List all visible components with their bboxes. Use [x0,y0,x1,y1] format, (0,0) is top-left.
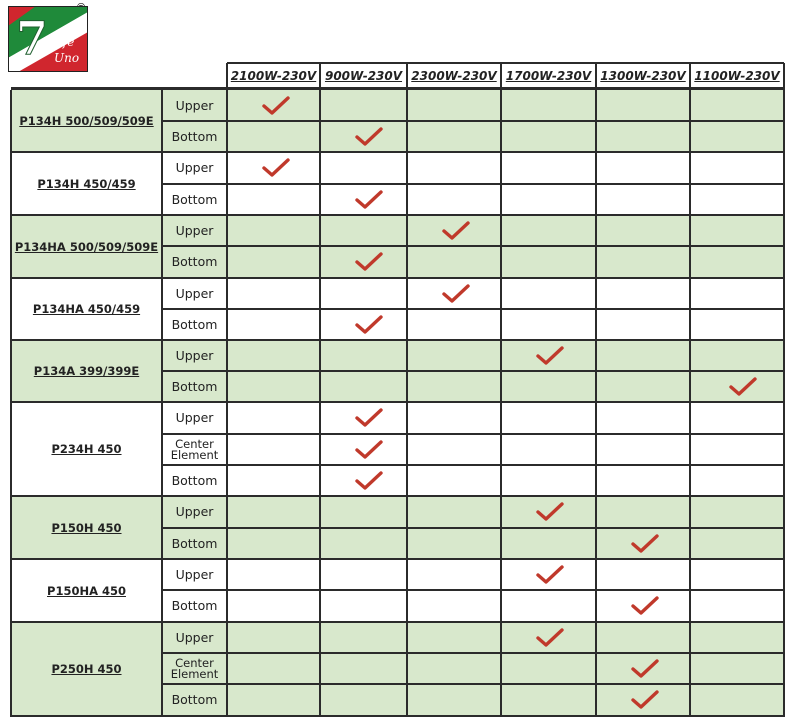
data-cell [227,371,320,402]
element-position-label: Upper [162,496,227,528]
data-cell [320,152,407,184]
checkmark-icon [354,126,384,148]
data-cell [320,559,407,590]
data-cell [227,590,320,622]
model-cell: P150H 450 [11,496,162,559]
data-cell [227,434,320,465]
data-cell [501,309,596,340]
grid-line-horizontal [11,495,784,497]
data-cell [320,590,407,622]
model-cell: P134H 450/459 [11,152,162,215]
data-cell [596,152,690,184]
data-cell [407,184,501,215]
column-header: 2100W-230V [230,68,317,83]
data-cell [596,622,690,653]
data-cell [690,90,784,121]
logo-numeral: 7 [16,11,49,65]
element-position-label: Bottom [162,371,227,402]
data-cell [501,184,596,215]
data-cell [320,278,407,309]
data-cell [501,653,596,684]
data-cell [501,402,596,434]
data-cell [501,590,596,622]
element-position-label: Bottom [162,465,227,496]
element-position-label: Center Element [162,434,227,465]
data-cell [690,496,784,528]
logo-text-effe: Effe [50,35,75,49]
checkmark-icon [261,95,291,117]
element-position-label: Upper [162,559,227,590]
grid-line-horizontal [11,401,784,403]
data-cell [596,184,690,215]
data-cell [690,559,784,590]
data-cell [320,215,407,246]
data-cell [690,246,784,278]
data-cell [320,90,407,121]
grid-line-horizontal [227,62,784,64]
data-cell [320,340,407,371]
grid-line-horizontal [11,214,784,216]
data-cell [227,559,320,590]
checkmark-icon [535,564,565,586]
checkmark-icon [354,251,384,273]
data-cell [596,278,690,309]
data-cell [690,622,784,653]
grid-line-horizontal [162,120,784,122]
grid-line-vertical [500,63,502,717]
data-cell [596,559,690,590]
grid-line-vertical [319,63,321,717]
element-position-label: Upper [162,402,227,434]
grid-line-horizontal [162,308,784,310]
data-cell [227,215,320,246]
checkmark-icon [354,470,384,492]
column-header: 1100W-230V [694,68,780,83]
data-cell [690,121,784,152]
data-cell [690,340,784,371]
grid-line-horizontal [162,683,784,685]
data-cell [407,622,501,653]
data-cell [227,121,320,152]
data-cell [690,465,784,496]
element-position-label: Bottom [162,246,227,278]
data-cell [690,402,784,434]
element-position-label: Bottom [162,121,227,152]
data-cell [690,653,784,684]
data-cell [227,340,320,371]
grid-line-horizontal [11,339,784,341]
grid-line-vertical [689,63,691,717]
data-cell [407,246,501,278]
element-position-label: Upper [162,340,227,371]
checkmark-icon [630,658,660,680]
checkmark-icon [354,439,384,461]
column-header: 1300W-230V [600,68,686,83]
data-cell [407,402,501,434]
element-position-label: Bottom [162,528,227,559]
checkmark-icon [354,407,384,429]
data-cell [320,371,407,402]
data-cell [596,309,690,340]
data-cell [407,309,501,340]
model-cell: P134HA 450/459 [11,278,162,340]
logo-text-uno: Uno [54,51,80,65]
checkmark-icon [441,283,471,305]
element-position-label: Bottom [162,309,227,340]
data-cell [407,684,501,716]
data-cell [407,434,501,465]
data-cell [227,528,320,559]
data-cell [596,90,690,121]
data-cell [320,684,407,716]
data-cell [320,496,407,528]
checkmark-icon [630,533,660,555]
data-cell [596,434,690,465]
model-cell: P134H 500/509/509E [11,90,162,152]
grid-line-vertical [406,63,408,717]
data-cell [501,434,596,465]
data-cell [690,434,784,465]
data-cell [407,90,501,121]
checkmark-icon [535,627,565,649]
data-cell [407,340,501,371]
grid-line-horizontal [162,370,784,372]
data-cell [407,496,501,528]
grid-line-horizontal [162,245,784,247]
model-cell: P134HA 500/509/509E [11,215,162,278]
data-cell [690,528,784,559]
grid-line-horizontal [11,87,784,90]
data-cell [407,653,501,684]
element-position-label: Upper [162,278,227,309]
model-cell: P234H 450 [11,402,162,496]
data-cell [407,371,501,402]
data-cell [690,215,784,246]
data-cell [501,371,596,402]
checkmark-icon [354,189,384,211]
data-cell [407,121,501,152]
data-cell [407,465,501,496]
element-position-label: Bottom [162,590,227,622]
data-cell [596,215,690,246]
element-position-label: Upper [162,215,227,246]
grid-line-horizontal [11,558,784,560]
grid-line-horizontal [162,433,784,435]
element-position-label: Upper [162,152,227,184]
data-cell [596,340,690,371]
data-cell [501,246,596,278]
model-cell: P250H 450 [11,622,162,716]
data-cell [227,496,320,528]
grid-line-horizontal [11,151,784,153]
checkmark-icon [728,376,758,398]
data-cell [320,622,407,653]
grid-line-vertical [595,63,597,717]
data-cell [227,622,320,653]
checkmark-icon [535,345,565,367]
data-cell [690,590,784,622]
model-cell: P134A 399/399E [11,340,162,402]
data-cell [501,215,596,246]
data-cell [227,402,320,434]
data-cell [227,309,320,340]
data-cell [407,559,501,590]
grid-line-vertical [226,63,228,717]
column-header: 1700W-230V [505,68,592,83]
grid-line-horizontal [162,589,784,591]
grid-line-horizontal [162,652,784,654]
data-cell [596,121,690,152]
data-cell [501,278,596,309]
data-cell [690,278,784,309]
checkmark-icon [441,220,471,242]
data-cell [501,152,596,184]
data-cell [227,246,320,278]
model-cell: P150HA 450 [11,559,162,622]
grid-line-horizontal [11,621,784,623]
element-position-label: Upper [162,622,227,653]
checkmark-icon [535,501,565,523]
element-position-label: Bottom [162,184,227,215]
data-cell [227,684,320,716]
data-cell [596,402,690,434]
data-cell [227,184,320,215]
grid-line-horizontal [11,277,784,279]
data-cell [501,465,596,496]
data-cell [407,590,501,622]
data-cell [320,528,407,559]
checkmark-icon [261,157,291,179]
data-cell [227,465,320,496]
data-cell [596,496,690,528]
checkmark-icon [354,314,384,336]
data-cell [501,528,596,559]
checkmark-icon [630,689,660,711]
grid-line-horizontal [162,464,784,466]
element-position-label: Center Element [162,653,227,684]
element-position-label: Bottom [162,684,227,716]
column-header: 900W-230V [324,68,403,83]
data-cell [690,309,784,340]
data-cell [596,465,690,496]
grid-line-horizontal [11,715,784,717]
data-cell [407,528,501,559]
checkmark-icon [630,595,660,617]
data-cell [501,684,596,716]
element-position-label: Upper [162,90,227,121]
grid-line-vertical [783,63,785,717]
data-cell [227,653,320,684]
data-cell [501,90,596,121]
grid-line-horizontal [162,183,784,185]
data-cell [320,653,407,684]
data-cell [407,152,501,184]
data-cell [690,184,784,215]
data-cell [690,684,784,716]
grid-line-horizontal [162,527,784,529]
data-cell [690,152,784,184]
data-cell [227,278,320,309]
data-cell [596,246,690,278]
data-cell [501,121,596,152]
data-cell [596,371,690,402]
column-header: 2300W-230V [411,68,497,83]
